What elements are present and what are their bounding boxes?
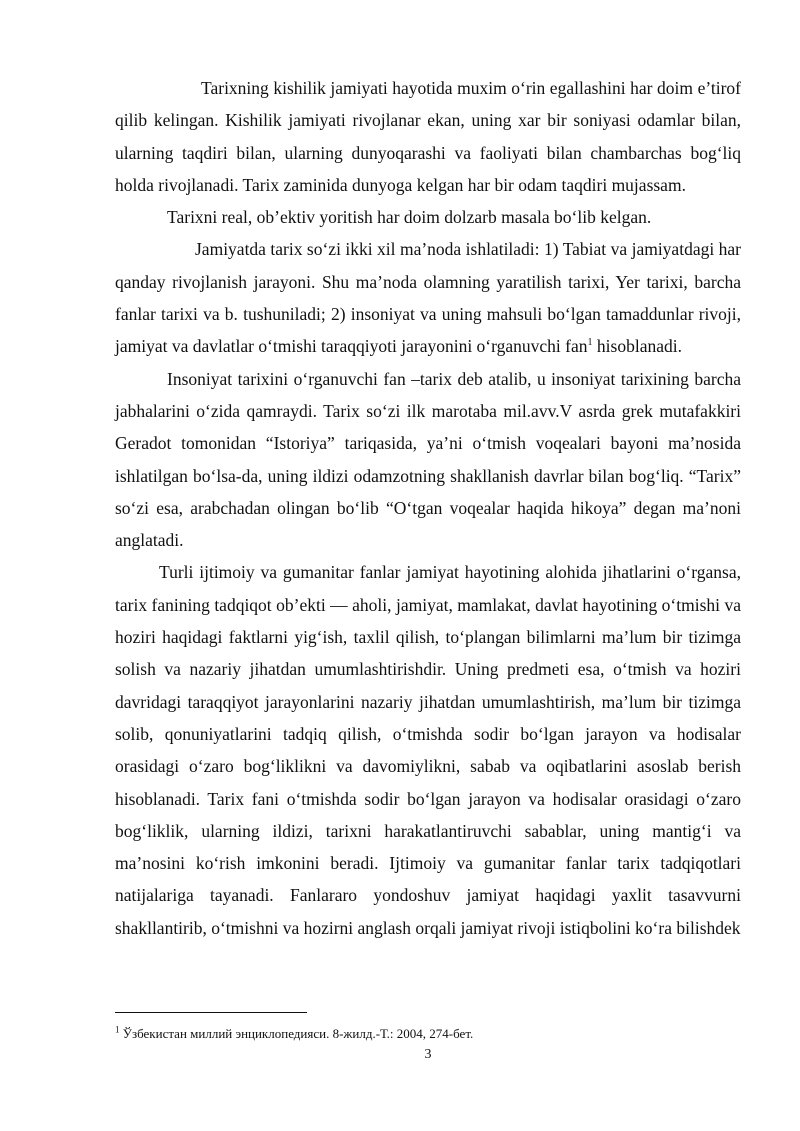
paragraph-1: Tarixning kishilik jamiyati hayotida muxim o‘rin egallashini har doim e’tirof qilib kelingan. Kishilik jamiyati rivojlanar ekan, uning xar bir soniyasi odamlar bilan, ularning taqdiri bilan, ularning dunyoqarashi va faoliyati bilan chambarchas bog‘liq holda rivojlanadi. Tarix zaminida dunyoga kelgan har bir odam taqdiri mujassam. [115,78,741,195]
footnote [115,1026,741,1042]
page-number: 3 [424,1047,432,1062]
paragraph-3 [115,233,741,362]
body-text [115,72,741,944]
paragraph-3-text: Jamiyatda tarix so‘zi ikki xil ma’noda ishlatiladi: 1) Tabiat va jamiyatdagi har qanday rivojlanish jarayoni. Shu ma’noda olamning yaratilish tarixi, Yer tarixi, barcha fanlar tarixi va b. tushuniladi; 2) insoniyat va uning mahsuli bo‘lgan tamaddunlar rivoji, jamiyat va davlatlar o‘tmishi taraqqiyoti jarayonini o‘rganuvchi fan [115,239,741,357]
footnote-reference: 1 [587,337,593,349]
paragraph-5: Turli ijtimoiy va gumanitar fanlar jamiyat hayotining alohida jihatlarini o‘rgansa, tarix fanining tadqiqot ob’ekti — aholi, jamiyat, mamlakat, davlat hayotining o‘tmishi va hoziri haqidagi faktlarni yig‘ish, taxlil qilish, to‘plangan bilimlarni ma’lum bir tizimga solish va nazariy jihatdan umumlashtirishdir. Uning predmeti esa, o‘tmish va hoziri davridagi taraqqiyot jarayonlarini nazariy jihatdan umumlashtirish, ma’lum bir tizimga solib, qonuniyatlarini tadqiq qilish, o‘tmishda sodir bo‘lgan jarayon va hodisalar orasidagi o‘zaro bog‘liklikni va davomiylikni, sabab va oqibatlarini asoslab berish hisoblanadi. Tarix fani o‘tmishda sodir bo‘lgan jarayon va hodisalar orasidagi o‘zaro bog‘liklik, ularning ildizi, tarixni harakatlantiruvchi sabablar, uning mantig‘i va ma’nosini ko‘rish imkonini beradi. Ijtimoiy va gumanitar fanlar tarix tadqiqotlari natijalariga tayanadi. Fanlararo yondoshuv jamiyat haqidagi yaxlit tasavvurni shakllantirib, o‘tmishni va hozirni anglash orqali jamiyat rivoji istiqbolini ko‘ra bilishdek [115,562,741,938]
paragraph-3-end: hisoblanadi. [592,336,682,357]
paragraph-2: Tarixni real, ob’ektiv yoritish har doim dolzarb masala bo‘lib kelgan. [167,207,652,228]
footnote-divider [115,1012,307,1013]
paragraph-4: Insoniyat tarixini o‘rganuvchi fan –tarix deb atalib, u insoniyat tarixining barcha jabhalarini o‘zida qamraydi. Tarix so‘zi ilk marotaba mil.avv.V asrda grek mutafakkiri Geradot tomonidan “Istoriya” tariqasida, ya’ni o‘tmish voqealari bayoni ma’nosida ishlatilgan bo‘lsa-da, uning ildizi odamzotning shakllanish davrlar bilan bog‘liq. “Tarix” so‘zi esa, arabchadan olingan bo‘lib “O‘tgan voqealar haqida hikoya” degan ma’noni anglatadi. [115,368,741,551]
footnote-marker: 1 [115,1024,120,1035]
footnote-text: Ўзбекистан миллий энциклопедияси. 8-жилд.-Т.: 2004, 274-бет. [119,1026,474,1041]
